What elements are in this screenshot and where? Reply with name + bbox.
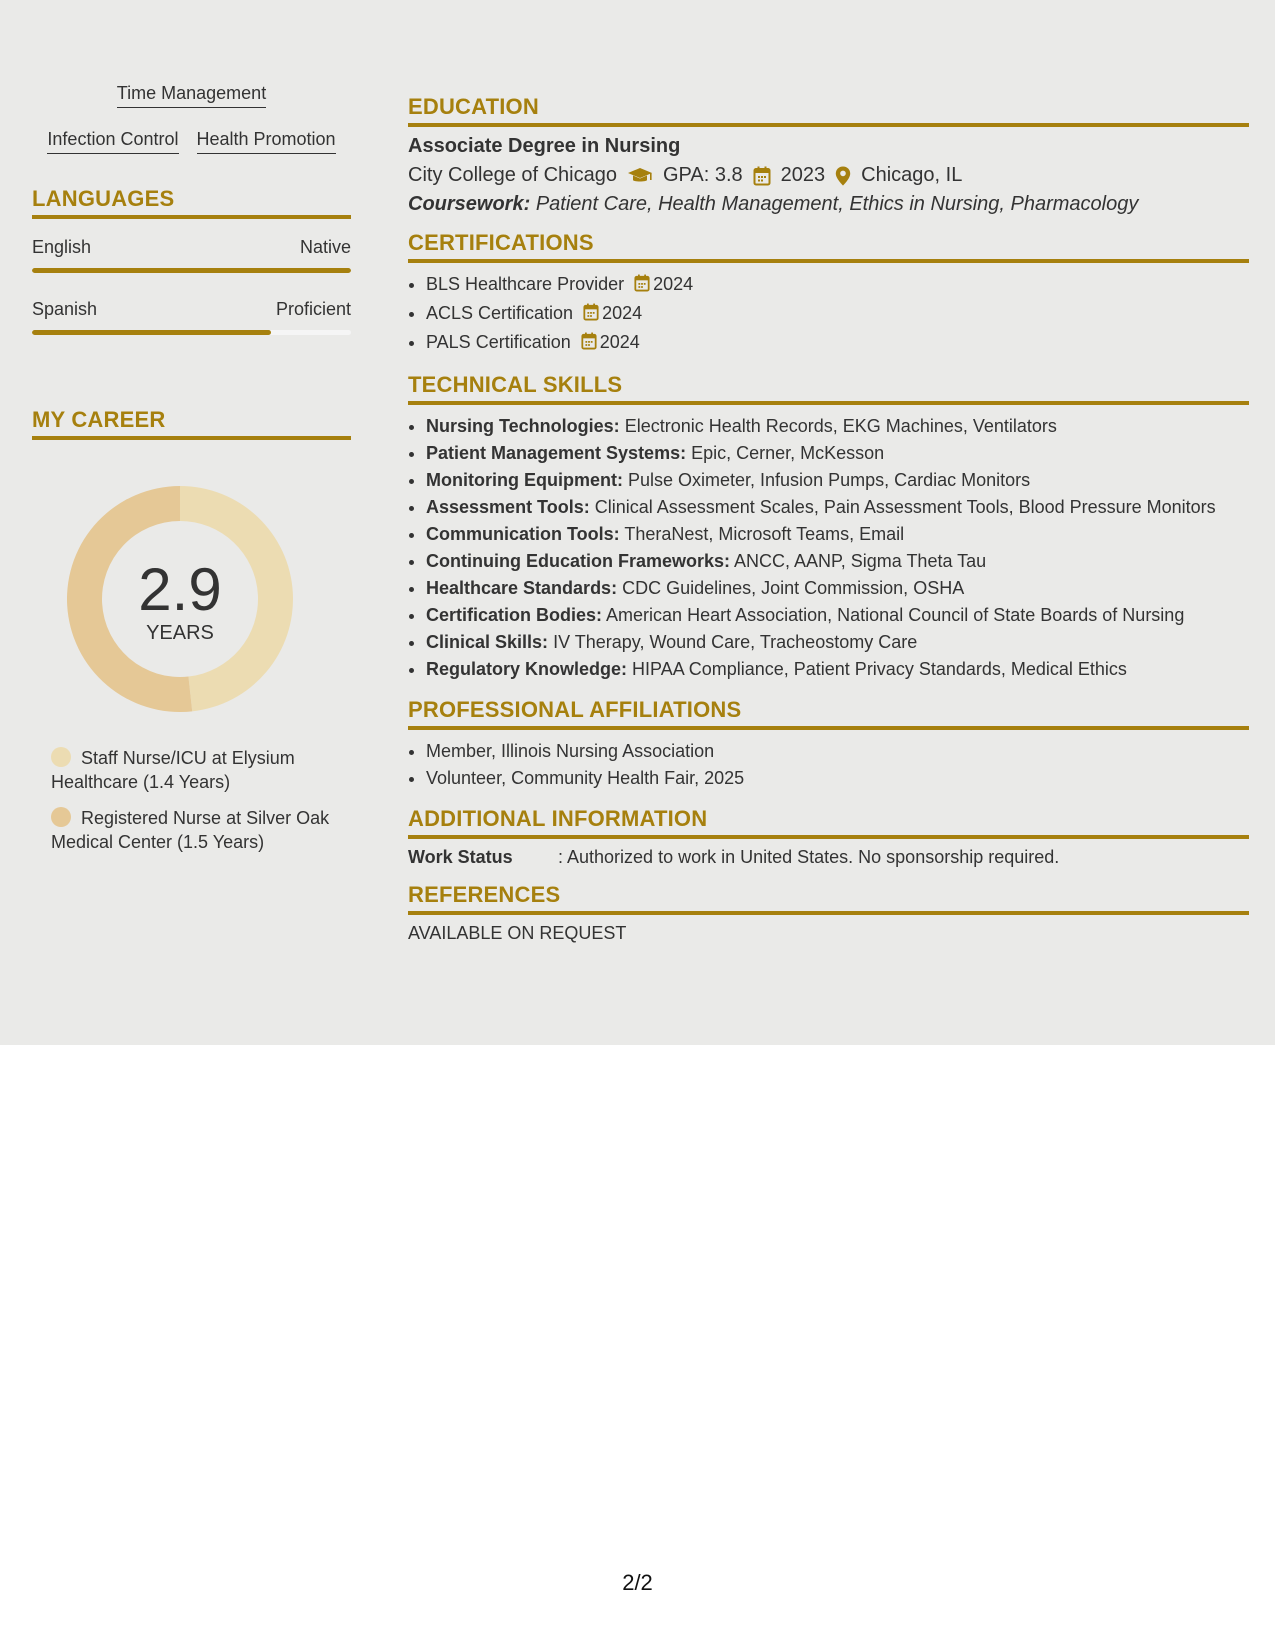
language-bar	[32, 268, 351, 273]
calendar-icon	[753, 166, 771, 186]
technical-skill-item	[426, 413, 1249, 440]
certification-name: ACLS Certification	[426, 303, 574, 323]
skill-label: Regulatory Knowledge:	[426, 659, 628, 679]
certification-year: 2024	[653, 274, 694, 294]
career-donut	[65, 484, 295, 714]
language-item	[32, 237, 351, 273]
legend-dot	[51, 747, 71, 767]
references-text: AVAILABLE ON REQUEST	[408, 923, 627, 943]
technical-skills-title: TECHNICAL SKILLS	[408, 372, 1249, 405]
certification-item	[426, 271, 1249, 300]
technical-skill-item	[426, 548, 1249, 575]
skill-value: Epic, Cerner, McKesson	[691, 443, 885, 463]
career-legend-item	[51, 746, 331, 794]
affiliations-list	[408, 738, 1249, 792]
certification-item	[426, 300, 1249, 329]
affiliation-item: • Member, Illinois Nursing Association	[426, 738, 1249, 765]
technical-skill-item	[426, 521, 1249, 548]
technical-skill-item	[426, 467, 1249, 494]
technical-skill-item	[426, 440, 1249, 467]
affiliations-section	[408, 697, 1249, 792]
work-status-row	[408, 847, 1249, 868]
skill-tag: Infection Control	[47, 128, 178, 154]
certification-name: PALS Certification	[426, 332, 571, 352]
technical-skill-item	[426, 494, 1249, 521]
career-years-unit: YEARS	[146, 621, 214, 644]
language-name: English	[32, 237, 92, 257]
legend-label: Staff Nurse/ICU at Elysium Healthcare (1.4 Years)	[51, 748, 295, 792]
skill-value: IV Therapy, Wound Care, Tracheostomy Care	[553, 632, 918, 652]
skill-value: HIPAA Compliance, Patient Privacy Standards, Medical Ethics	[632, 659, 1127, 679]
languages-list	[32, 237, 351, 335]
skill-label: Patient Management Systems:	[426, 443, 687, 463]
education-section	[408, 94, 1249, 216]
right-column	[408, 94, 1249, 958]
certifications-list	[408, 271, 1249, 358]
language-item	[32, 299, 351, 335]
certifications-section	[408, 230, 1249, 358]
coursework-list: Patient Care, Health Management, Ethics in Nursing, Pharmacology	[535, 193, 1139, 215]
language-level: Native	[299, 237, 351, 257]
skill-tag: Health Promotion	[197, 128, 336, 154]
language-level: Proficient	[275, 299, 351, 319]
calendar-icon	[581, 331, 597, 358]
calendar-icon	[583, 302, 599, 329]
career-total-years: 2.9	[138, 555, 222, 623]
affiliations-title: PROFESSIONAL AFFILIATIONS	[408, 697, 1249, 730]
certification-item	[426, 329, 1249, 358]
technical-skill-item	[426, 629, 1249, 656]
career-legend	[51, 746, 331, 854]
career-section	[32, 407, 351, 854]
skill-row-1	[32, 82, 351, 108]
school-location: Chicago, IL	[861, 164, 963, 186]
skill-label: Clinical Skills:	[426, 632, 549, 652]
degree-title: Associate Degree in Nursing	[408, 135, 681, 157]
references-title: REFERENCES	[408, 882, 1249, 915]
gpa: GPA: 3.8	[663, 164, 743, 186]
calendar-icon	[634, 273, 650, 300]
coursework	[408, 193, 1249, 216]
certification-year: 2024	[602, 303, 643, 323]
language-name: Spanish	[32, 299, 98, 319]
page-number: 2/2	[622, 1570, 653, 1595]
legend-dot	[51, 807, 71, 827]
skill-value: TheraNest, Microsoft Teams, Email	[624, 524, 905, 544]
languages-title: LANGUAGES	[32, 186, 351, 219]
left-column	[32, 82, 351, 866]
skill-label: Monitoring Equipment:	[426, 470, 623, 490]
skill-value: CDC Guidelines, Joint Commission, OSHA	[622, 578, 965, 598]
skill-label: Certification Bodies:	[426, 605, 603, 625]
language-bar	[32, 330, 351, 335]
skill-value: Electronic Health Records, EKG Machines, Ventilators	[624, 416, 1057, 436]
education-title: EDUCATION	[408, 94, 1249, 127]
languages-section	[32, 186, 351, 335]
skill-value: Clinical Assessment Scales, Pain Assessment Tools, Blood Pressure Monitors	[594, 497, 1216, 517]
certification-year: 2024	[599, 332, 640, 352]
career-title: MY CAREER	[32, 407, 351, 440]
graduation-year: 2023	[780, 164, 826, 186]
certifications-title: CERTIFICATIONS	[408, 230, 1249, 263]
language-bar-fill	[32, 268, 351, 273]
skill-value: Pulse Oximeter, Infusion Pumps, Cardiac Monitors	[627, 470, 1031, 490]
career-legend-item	[51, 806, 331, 854]
skill-label: Healthcare Standards:	[426, 578, 618, 598]
skill-label: Nursing Technologies:	[426, 416, 620, 436]
additional-info-section	[408, 806, 1249, 868]
technical-skill-item	[426, 575, 1249, 602]
skill-value: American Heart Association, National Council of State Boards of Nursing	[606, 605, 1185, 625]
education-meta	[408, 164, 1249, 187]
skill-label: Communication Tools:	[426, 524, 620, 544]
coursework-label: Coursework:	[408, 193, 531, 215]
affiliation-item: • Volunteer, Community Health Fair, 2025	[426, 765, 1249, 792]
map-pin-icon	[835, 166, 851, 186]
references-section	[408, 882, 1249, 944]
technical-skills-section	[408, 372, 1249, 683]
technical-skill-item	[426, 656, 1249, 683]
skill-label: Assessment Tools:	[426, 497, 590, 517]
certification-name: BLS Healthcare Provider	[426, 274, 625, 294]
legend-label: Registered Nurse at Silver Oak Medical Center (1.5 Years)	[51, 808, 330, 852]
work-status-value: : Authorized to work in United States. No sponsorship required.	[558, 847, 1060, 867]
skill-value: ANCC, AANP, Sigma Theta Tau	[734, 551, 987, 571]
skill-row-2	[32, 128, 351, 154]
language-bar-fill	[32, 330, 271, 335]
technical-skills-list	[408, 413, 1249, 683]
donut-center	[65, 484, 295, 714]
work-status-label: Work Status	[408, 847, 513, 867]
skill-tag: Time Management	[117, 82, 266, 108]
skill-label: Continuing Education Frameworks:	[426, 551, 731, 571]
additional-info-title: ADDITIONAL INFORMATION	[408, 806, 1249, 839]
skill-tags	[32, 82, 351, 154]
technical-skill-item	[426, 602, 1249, 629]
graduation-cap-icon	[627, 167, 653, 185]
school-name: City College of Chicago	[408, 164, 617, 186]
